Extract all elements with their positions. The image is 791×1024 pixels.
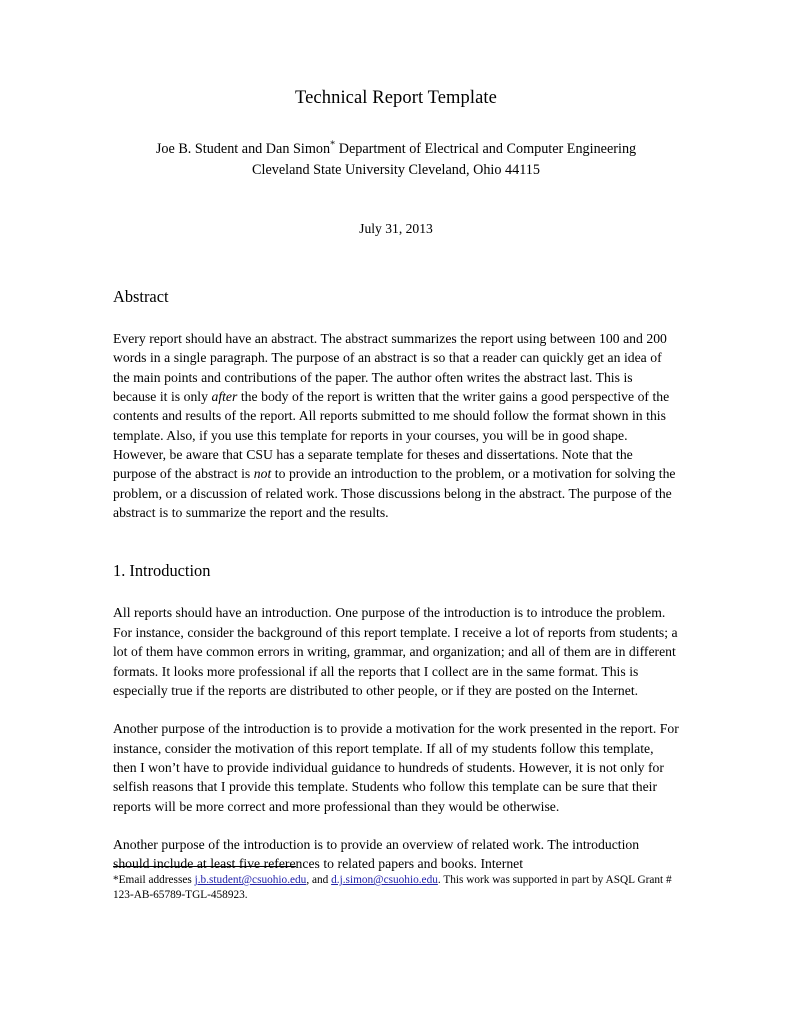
author-footnote-marker: *	[330, 139, 336, 151]
footnote-area	[113, 866, 679, 904]
abstract-emphasis-not: not	[253, 466, 272, 482]
footnote-trailing-text: . This work was supported in part by ASQL Grant # 123-AB-65789-TGL-458923.	[113, 874, 672, 902]
footnote-separator-rule	[113, 866, 296, 867]
email-link-simon[interactable]: d.j.simon@csuohio.edu	[331, 874, 438, 886]
abstract-text-2: the body of the report is written that the writer gains a good perspective of the contents and results of the report. All reports submitted to me should follow the format shown in this template. Also, if you use this template for reports in your courses, you will be in good shape. However, be aware that CSU has a separate template for theses and dissertations. Note that the purpose of the abstract is	[113, 389, 670, 482]
email-link-student[interactable]: j.b.student@csuohio.edu	[194, 874, 307, 886]
affiliation-university: Cleveland State University Cleveland, Ohio 44115	[252, 162, 540, 179]
abstract-text-3: to provide an introduction to the problem, or a motivation for solving the problem, or a discussion of related work. Those discussions belong in the abstract. The purpose of the abstract is to summarize the report and the results.	[113, 466, 676, 521]
abstract-text-1: Every report should have an abstract. The abstract summarizes the report using between 100 and 200 words in a single paragraph. The purpose of an abstract is so that a reader can quickly get an idea of the main points and contributions of the paper. The author often writes the abstract last. This is because it is only	[113, 331, 667, 405]
affiliation-department: Department of Electrical and Computer Engineering	[335, 141, 637, 158]
author-names: Joe B. Student and Dan Simon	[155, 141, 331, 158]
footnote-marker: *	[113, 874, 119, 886]
document-content	[113, 0, 679, 874]
footnote-text	[113, 873, 679, 904]
footnote-separator-text: , and	[306, 874, 332, 886]
footnote-lead-text: Email addresses	[118, 874, 195, 886]
document-date: July 31, 2013	[359, 221, 433, 237]
introduction-paragraph-3: Another purpose of the introduction is to provide an overview of related work. The introduction should include at least five references to related papers and books. Internet	[113, 836, 640, 872]
introduction-paragraph-1: All reports should have an introduction. One purpose of the introduction is to introduce the problem. For instance, consider the background of this report template. I receive a lot of reports from students; a lot of them have common errors in writing, grammar, and organization; and all of them are in different formats. It looks more professional if all the reports that I collect are in the same format. This is especially true if the reports are distributed to other people, or if they are posted on the Internet.	[113, 605, 678, 698]
author-affiliation-line	[113, 110, 679, 181]
abstract-heading: Abstract	[113, 287, 169, 307]
document-title: Technical Report Template	[295, 88, 497, 108]
introduction-heading: 1. Introduction	[113, 561, 211, 581]
introduction-paragraph-2: Another purpose of the introduction is to provide a motivation for the work presented in the report. For instance, consider the motivation of this report template. If all of my students follow this template, then I won’t have to provide individual guidance to hundreds of students. However, it is not only for selfish reasons that I provide this template. Students who follow this template can be sure that their reports will be more correct and more professional than they would be otherwise.	[113, 721, 679, 814]
abstract-emphasis-after: after	[211, 389, 238, 405]
abstract-paragraph	[113, 307, 679, 522]
